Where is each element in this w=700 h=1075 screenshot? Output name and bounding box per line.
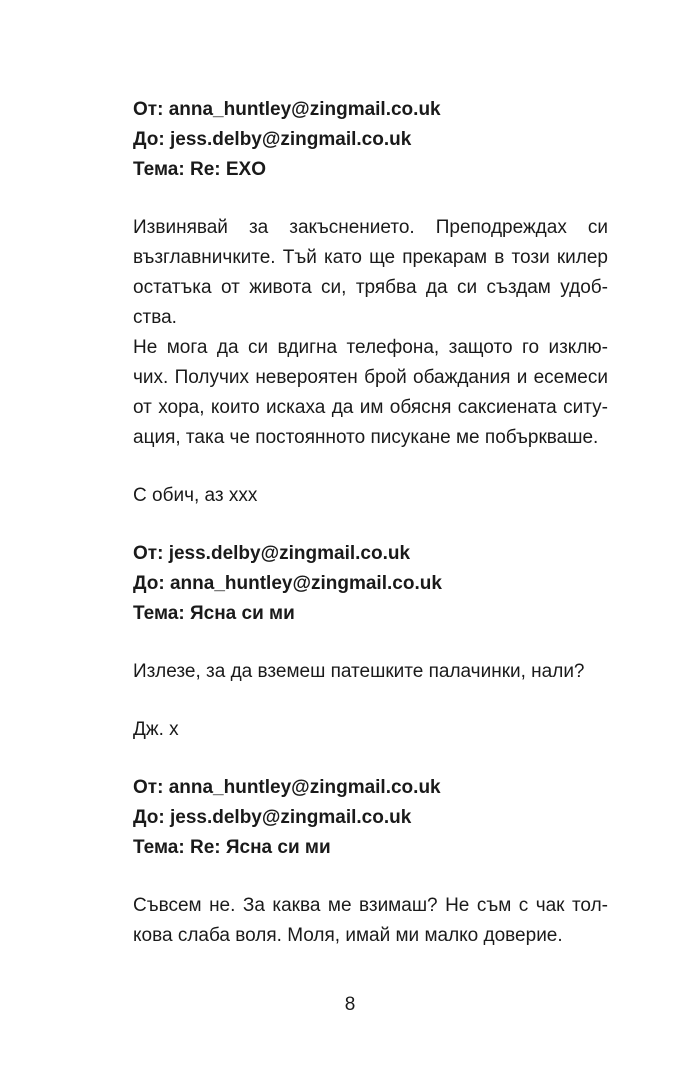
body-line: възглавничките. Тъй като ще прекарам в този килер (133, 247, 608, 268)
email-block (133, 773, 608, 951)
body-line: Извинявай за закъснението. Преподреждах си (133, 217, 608, 238)
page-content (133, 95, 608, 951)
body-line: от хора, които искаха да им обясня саксиената ситу- (133, 397, 608, 418)
email-subject: Тема: Ясна си ми (133, 603, 295, 624)
email-from: От: anna_huntley@zingmail.co.uk (133, 99, 441, 120)
email-signoff: С обич, аз ххх (133, 485, 258, 506)
email-subject: Тема: Re: EXO (133, 159, 266, 180)
body-line: ства. (133, 307, 177, 328)
email-to: До: jess.delby@zingmail.co.uk (133, 129, 412, 150)
body-line: Не мога да си вдигна телефона, защото го изклю- (133, 337, 608, 358)
email-to: До: jess.delby@zingmail.co.uk (133, 807, 412, 828)
email-subject: Тема: Re: Ясна си ми (133, 837, 331, 858)
email-from: От: anna_huntley@zingmail.co.uk (133, 777, 441, 798)
body-line: Съвсем не. За каква ме взимаш? Не съм с чак тол- (133, 895, 608, 916)
body-line: остатъка от живота си, трябва да си създам удоб- (133, 277, 608, 298)
body-line: чих. Получих невероятен брой обаждания и есемеси (133, 367, 608, 388)
email-signoff: Дж. х (133, 719, 179, 740)
body-line: кова слаба воля. Моля, имай ми малко доверие. (133, 925, 563, 946)
body-line: Излезе, за да вземеш патешките палачинки, нали? (133, 661, 585, 682)
email-block (133, 95, 608, 511)
email-to: До: anna_huntley@zingmail.co.uk (133, 573, 442, 594)
email-from: От: jess.delby@zingmail.co.uk (133, 543, 411, 564)
body-line: ация, така че постоянното писукане ме побъркваше. (133, 427, 599, 448)
email-block (133, 539, 608, 745)
page-number: 8 (344, 994, 356, 1015)
